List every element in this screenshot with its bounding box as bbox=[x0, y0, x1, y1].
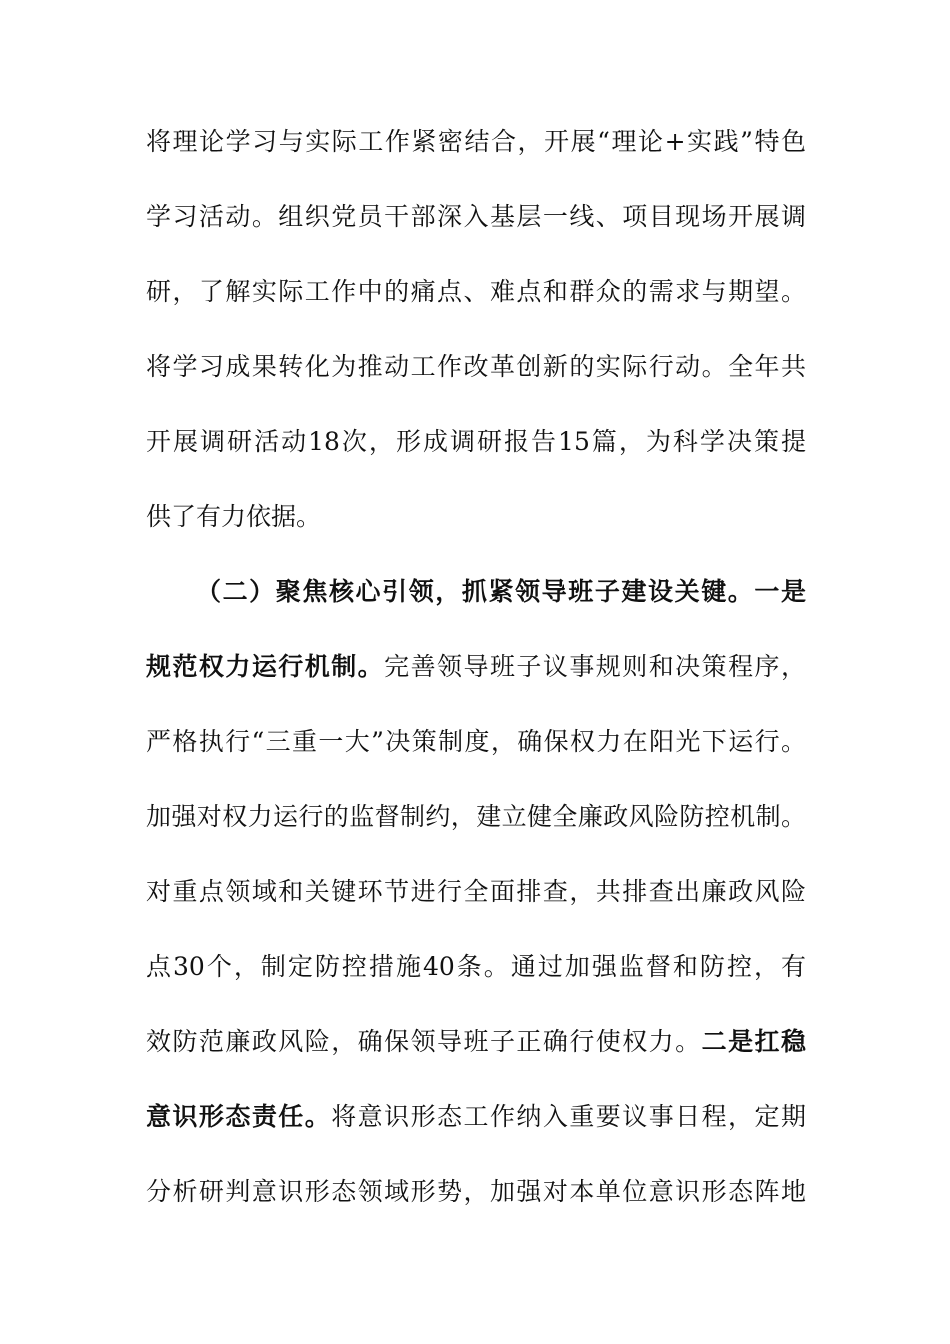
paragraph-line: 开展调研活动18次，形成调研报告15篇，为科学决策提 bbox=[146, 427, 806, 456]
paragraph-line: 供了有力依据。 bbox=[146, 502, 322, 531]
subpoint-title: 意识形态责任。 bbox=[146, 1102, 332, 1131]
paragraph-line: 对重点领域和关键环节进行全面排查，共排查出廉政风险 bbox=[146, 877, 806, 906]
paragraph-line: 研，了解实际工作中的痛点、难点和群众的需求与期望。 bbox=[146, 277, 806, 306]
subpoint-text: 将意识形态工作纳入重要议事日程，定期 bbox=[331, 1102, 806, 1131]
section-heading-text: （二）聚焦核心引领，抓紧领导班子建设关键。 bbox=[196, 577, 755, 606]
paragraph-line: 严格执行“三重一大”决策制度，确保权力在阳光下运行。 bbox=[146, 727, 806, 756]
subpoint-text: 完善领导班子议事规则和决策程序， bbox=[384, 652, 806, 681]
paragraph-line: 加强对权力运行的监督制约，建立健全廉政风险防控机制。 bbox=[146, 802, 806, 831]
paragraph-line: 分析研判意识形态领域形势，加强对本单位意识形态阵地 bbox=[146, 1177, 806, 1206]
paragraph-line: 学习活动。组织党员干部深入基层一线、项目现场开展调 bbox=[146, 202, 806, 231]
subpoint-title: 规范权力运行机制。 bbox=[146, 652, 385, 681]
paragraph-line: 点30个，制定防控措施40条。通过加强监督和防控，有 bbox=[146, 952, 806, 981]
paragraph-line: 将理论学习与实际工作紧密结合，开展“理论+实践”特色 bbox=[146, 127, 806, 156]
paragraph-line: 将学习成果转化为推动工作改革创新的实际行动。全年共 bbox=[146, 352, 806, 381]
subpoint-line bbox=[146, 1022, 806, 1062]
subpoint-line bbox=[146, 1097, 806, 1137]
subpoint-label: 一是 bbox=[754, 577, 806, 606]
subpoint-label: 二是扛稳 bbox=[701, 1027, 806, 1056]
paragraph-text: 效防范廉政风险，确保领导班子正确行使权力。 bbox=[146, 1027, 702, 1056]
section-heading bbox=[196, 572, 806, 612]
subpoint-line bbox=[146, 647, 806, 687]
